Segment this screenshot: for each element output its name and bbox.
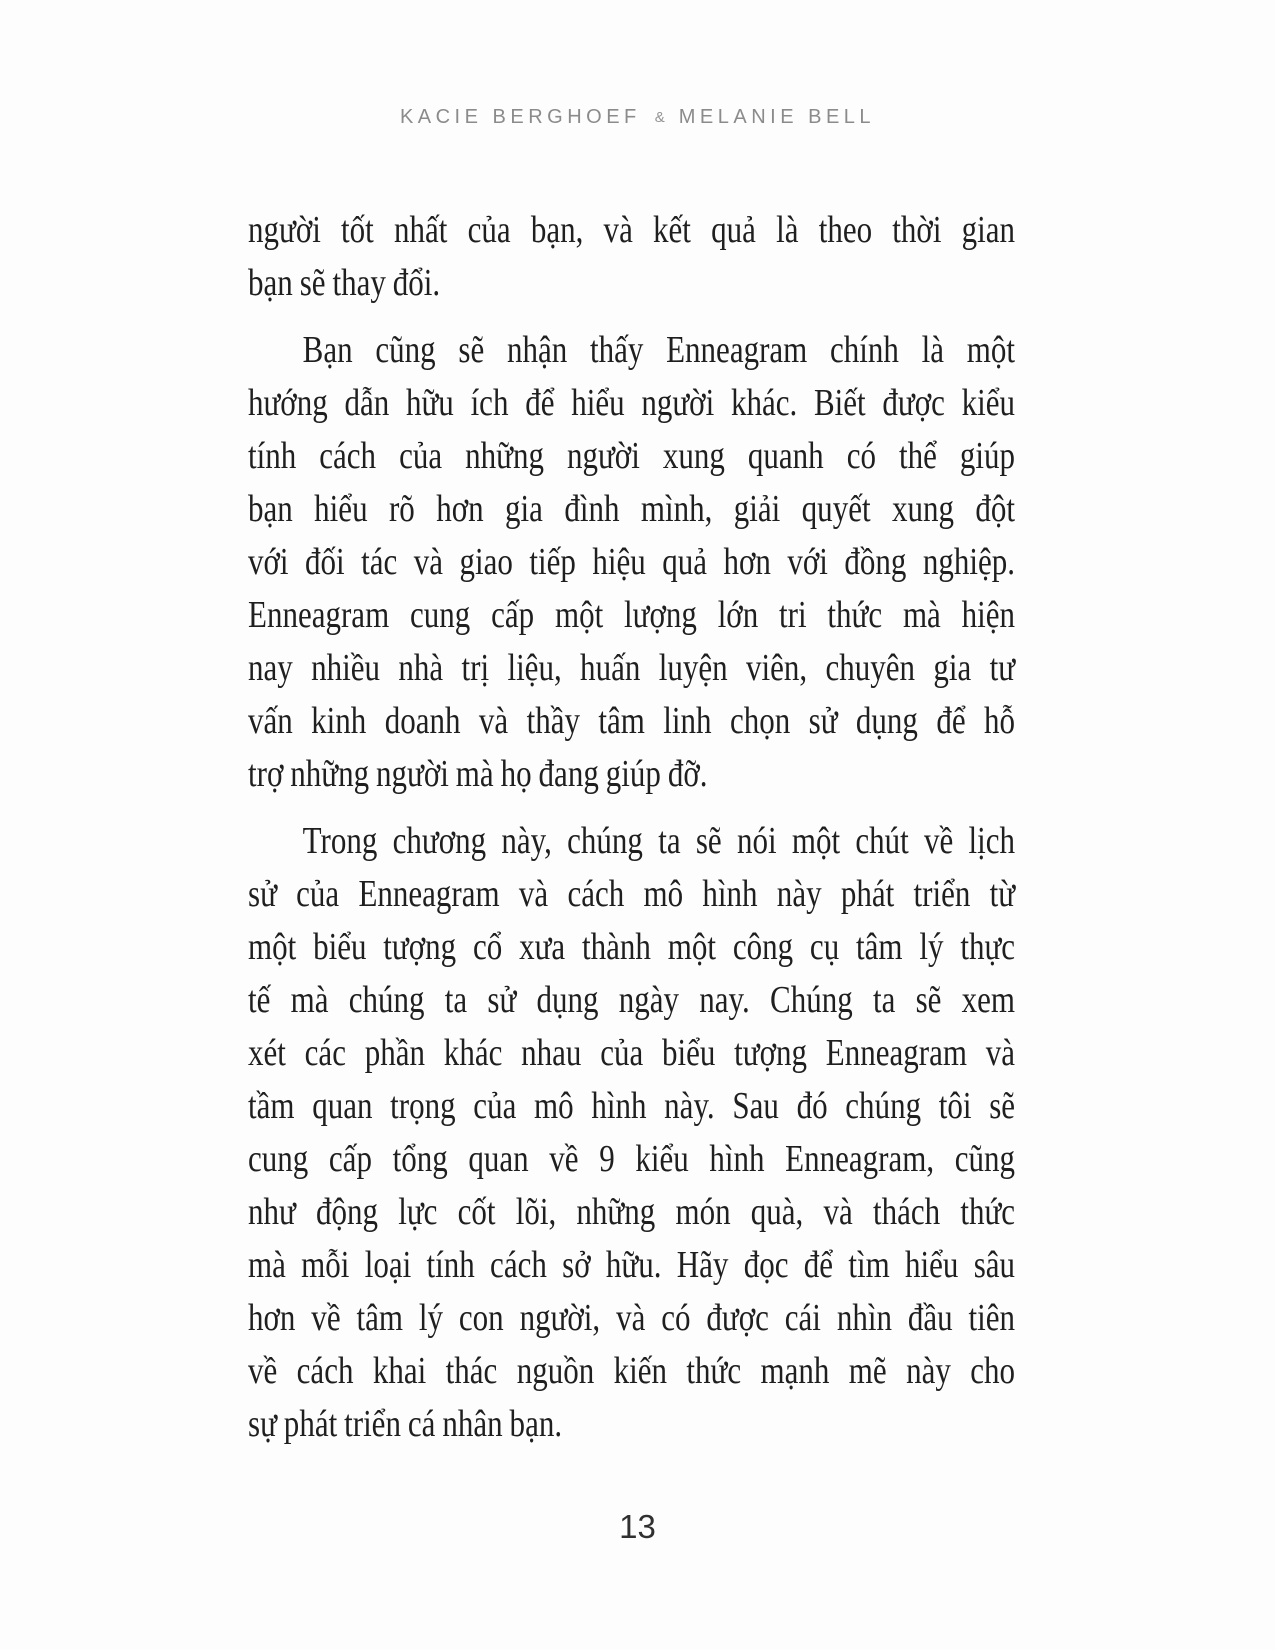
text-line: như động lực cốt lõi, những món quà, và thách thức — [248, 1191, 1016, 1233]
text-line: mà mỗi loại tính cách sở hữu. Hãy đọc để tìm hiểu sâu — [248, 1244, 1016, 1286]
text-line: trợ những người mà họ đang giúp đỡ. — [248, 753, 708, 795]
author-name-right: MELANIE BELL — [678, 106, 876, 128]
paragraph-3 — [248, 815, 1015, 1451]
text-line: vấn kinh doanh và thầy tâm linh chọn sử dụng để hỗ — [248, 700, 1016, 742]
paragraph-1 — [248, 204, 1015, 310]
text-line: tế mà chúng ta sử dụng ngày nay. Chúng ta sẽ xem — [248, 979, 1016, 1021]
text-line: bạn sẽ thay đổi. — [248, 262, 441, 304]
page-number — [0, 1508, 1275, 1546]
text-line: với đối tác và giao tiếp hiệu quả hơn với đồng nghiệp. — [248, 541, 1016, 583]
text-line: sự phát triển cá nhân bạn. — [248, 1403, 563, 1445]
page-number-value: 13 — [619, 1508, 656, 1545]
running-header — [0, 106, 1275, 129]
text-line: Trong chương này, chúng ta sẽ nói một chút về lịch — [302, 820, 1016, 862]
paragraph-2 — [248, 324, 1015, 801]
text-line: Bạn cũng sẽ nhận thấy Enneagram chính là một — [302, 329, 1016, 371]
text-line: tính cách của những người xung quanh có thể giúp — [248, 435, 1016, 477]
text-line: một biểu tượng cổ xưa thành một công cụ tâm lý thực — [248, 926, 1016, 968]
text-line: tầm quan trọng của mô hình này. Sau đó chúng tôi sẽ — [248, 1085, 1016, 1127]
author-name-left: KACIE BERGHOEF — [399, 106, 641, 128]
text-line: hướng dẫn hữu ích để hiểu người khác. Biết được kiểu — [248, 382, 1016, 424]
text-line: bạn hiểu rõ hơn gia đình mình, giải quyết xung đột — [248, 488, 1016, 530]
text-line: nay nhiều nhà trị liệu, huấn luyện viên, chuyên gia tư — [248, 647, 1016, 689]
ampersand-separator: & — [654, 109, 665, 126]
text-line: người tốt nhất của bạn, và kết quả là theo thời gian — [248, 209, 1016, 251]
text-line: cung cấp tổng quan về 9 kiểu hình Enneagram, cũng — [248, 1138, 1016, 1180]
body-text — [248, 204, 1015, 1451]
text-line: hơn về tâm lý con người, và có được cái nhìn đầu tiên — [248, 1297, 1016, 1339]
text-line: về cách khai thác nguồn kiến thức mạnh mẽ này cho — [248, 1350, 1016, 1392]
text-line: Enneagram cung cấp một lượng lớn tri thức mà hiện — [248, 594, 1016, 636]
text-line: xét các phần khác nhau của biểu tượng Enneagram và — [248, 1032, 1016, 1074]
text-line: sử của Enneagram và cách mô hình này phát triển từ — [248, 873, 1016, 915]
